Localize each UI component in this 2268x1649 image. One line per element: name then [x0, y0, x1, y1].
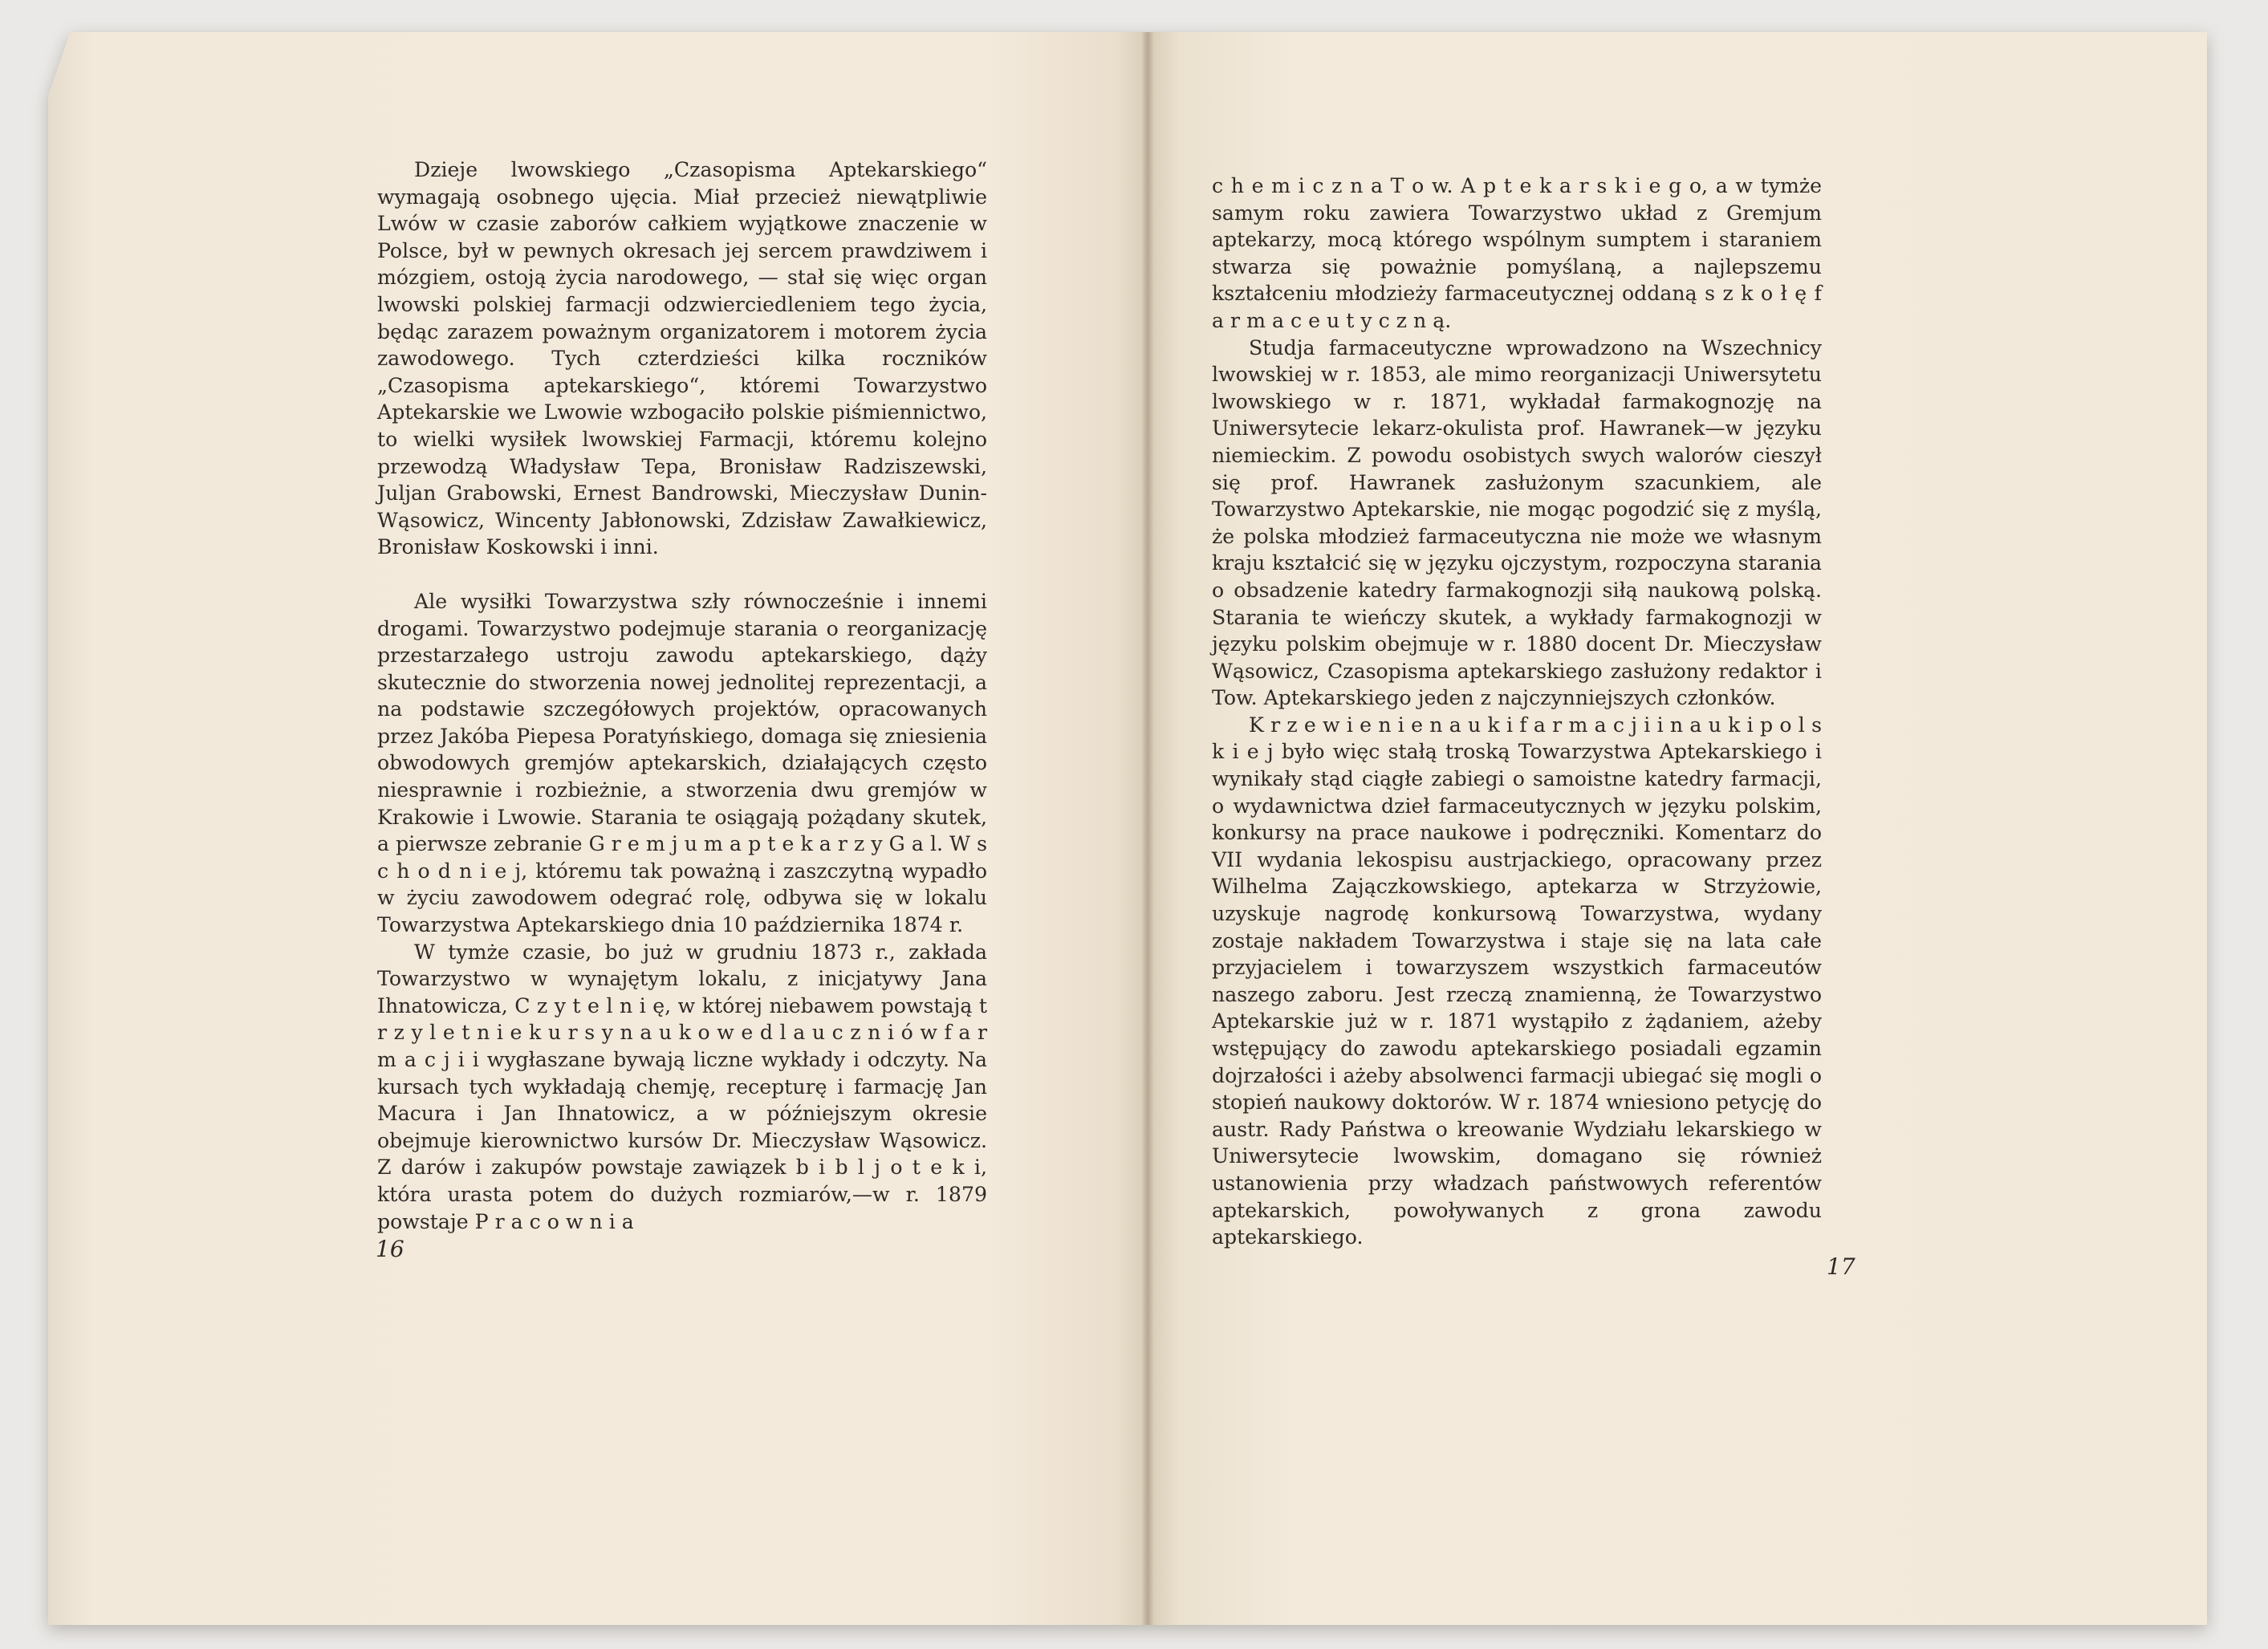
left-paragraph-1: Dzieje lwowskiego „Czasopisma Aptekarskiego“ wymagają osobnego ujęcia. Miał przecież niewątpliwie Lwów w czasie zaborów całkiem wyjątkowe znaczenie w Polsce, był w pewnych okresach jej sercem prawdziwem i mózgiem, ostoją życia narodowego, — stał się więc organ lwowski polskiej farmacji odzwierciedleniem tego życia, będąc zarazem poważnym organizatorem i motorem życia zawodowego. Tych czterdzieści kilka roczników „Czasopisma aptekarskiego“, któremi Towarzystwo Aptekarskie we Lwowie wzbogaciło polskie piśmiennictwo, to wielki wysiłek lwowskiej Farmacji, któremu kolejno przewodzą Władysław Tepa, Bronisław Radziszewski, Juljan Grabowski, Ernest Bandrowski, Mieczysław Dunin-Wąsowicz, Wincenty Jabłonowski, Zdzisław Zawałkiewicz, Bronisław Koskowski i inni.	[377, 158, 987, 559]
book-spread	[48, 32, 2231, 1625]
right-paragraph-2: Studja farmaceutyczne wprowadzono na Wszechnicy lwowskiej w r. 1853, ale mimo reorganizacji Uniwersytetu lwowskiego w r. 1871, wykładał farmakognozję na Uniwersytecie lekarz-okulista prof. Hawranek—w języku niemieckim. Z powodu osobistych swych walorów cieszył się prof. Hawranek zasłużonym szacunkiem, ale Towarzystwo Aptekarskie, nie mogąc pogodzić się z myślą, że polska młodzież farmaceutyczna nie może we własnym kraju kształcić się w języku ojczystym, rozpoczyna starania o obsadzenie katedry farmakognozji siłą naukową polską. Starania te wieńczy skutek, a wykłady farmakognozji w języku polskim obejmuje w r. 1880 docent Dr. Mieczysław Wąsowicz, Czasopisma aptekarskiego zasłużony redaktor i Tow. Aptekarskiego jeden z najczynniejszych członków.	[1212, 335, 1822, 710]
left-page-number: 16	[376, 1236, 404, 1262]
right-page-text-column	[1212, 173, 1822, 1251]
book-gutter	[1141, 32, 1154, 1625]
right-page-number: 17	[1827, 1253, 1855, 1280]
right-paragraph-3: K r z e w i e n i e n a u k i f a r m a c j i i n a u k i p o l s k i e j było więc stałą troską Towarzystwa Aptekarskiego i wynikały stąd ciągłe zabiegi o samoistne katedry farmacji, o wydawnictwa dzieł farmaceutycznych w języku polskim, konkursy na prace naukowe i podręczniki. Komentarz do VII wydania lekospisu austrjackiego, opracowany przez Wilhelma Zajączkowskiego, aptekarza w Strzyżowie, uzyskuje nagrodę konkursową Towarzystwa, wydany zostaje nakładem Towarzystwa i staje się na lata całe przyjacielem i towarzyszem wszystkich farmaceutów naszego zaboru. Jest rzeczą znamienną, że Towarzystwo Aptekarskie już w r. 1871 wystąpiło z żądaniem, ażeby wstępujący do zawodu aptekarskiego posiadali egzamin dojrzałości i ażeby absolwenci farmacji ubiegać się mogli o stopień naukowy doktorów. W r. 1874 wniesiono petycję do austr. Rady Państwa o kreowanie Wydziału lekarskiego w Uniwersytecie lwowskim, domagano się również ustanowienia przy władzach państwowych referentów aptekarskich, powoływanych z grona zawodu aptekarskiego.	[1212, 713, 1822, 1249]
left-page-text-column	[377, 156, 987, 1235]
left-paragraph-2: Ale wysiłki Towarzystwa szły równocześnie i innemi drogami. Towarzystwo podejmuje starania o reorganizację przestarzałego ustroju zawodu aptekarskiego, dąży skutecznie do stworzenia nowej jednolitej reprezentacji, a na podstawie szczegółowych projektów, opracowanych przez Jakóba Piepesa Poratyńskiego, domaga się zniesienia obwodowych gremjów aptekarskich, działających często niesprawnie i rozbieżnie, a stworzenia dwu gremjów w Krakowie i Lwowie. Starania te osiągają pożądany skutek, a pierwsze zebranie G r e m j u m a p t e k a r z y G a l. W s c h o d n i e j, któremu tak poważną i zaszczytną wypadło w życiu zawodowem odegrać rolę, odbywa się w lokalu Towarzystwa Aptekarskiego dnia 10 października 1874 r.	[377, 589, 987, 937]
right-paragraph-1: c h e m i c z n a T o w. A p t e k a r s k i e g o, a w tymże samym roku zawiera Towarzystwo układ z Gremjum aptekarzy, mocą którego wspólnym sumptem i staraniem stwarza się poważnie pomyślaną, a najlepszemu kształceniu młodzieży farmaceutycznej oddaną s z k o ł ę f a r m a c e u t y c z n ą.	[1212, 174, 1822, 332]
left-paragraph-3: W tymże czasie, bo już w grudniu 1873 r., zakłada Towarzystwo w wynajętym lokalu, z inicjatywy Jana Ihnatowicza, C z y t e l n i ę, w której niebawem powstają t r z y l e t n i e k u r s y n a u k o w e d l a u c z n i ó w f a r m a c j i i wygłaszane bywają liczne wykłady i odczyty. Na kursach tych wykładają chemję, recepturę i farmację Jan Macura i Jan Ihnatowicz, a w późniejszym okresie obejmuje kierownictwo kursów Dr. Mieczysław Wąsowicz. Z darów i zakupów powstaje zawiązek b i b l j o t e k i, która urasta potem do dużych rozmiarów,—w r. 1879 powstaje P r a c o w n i a	[377, 940, 987, 1233]
